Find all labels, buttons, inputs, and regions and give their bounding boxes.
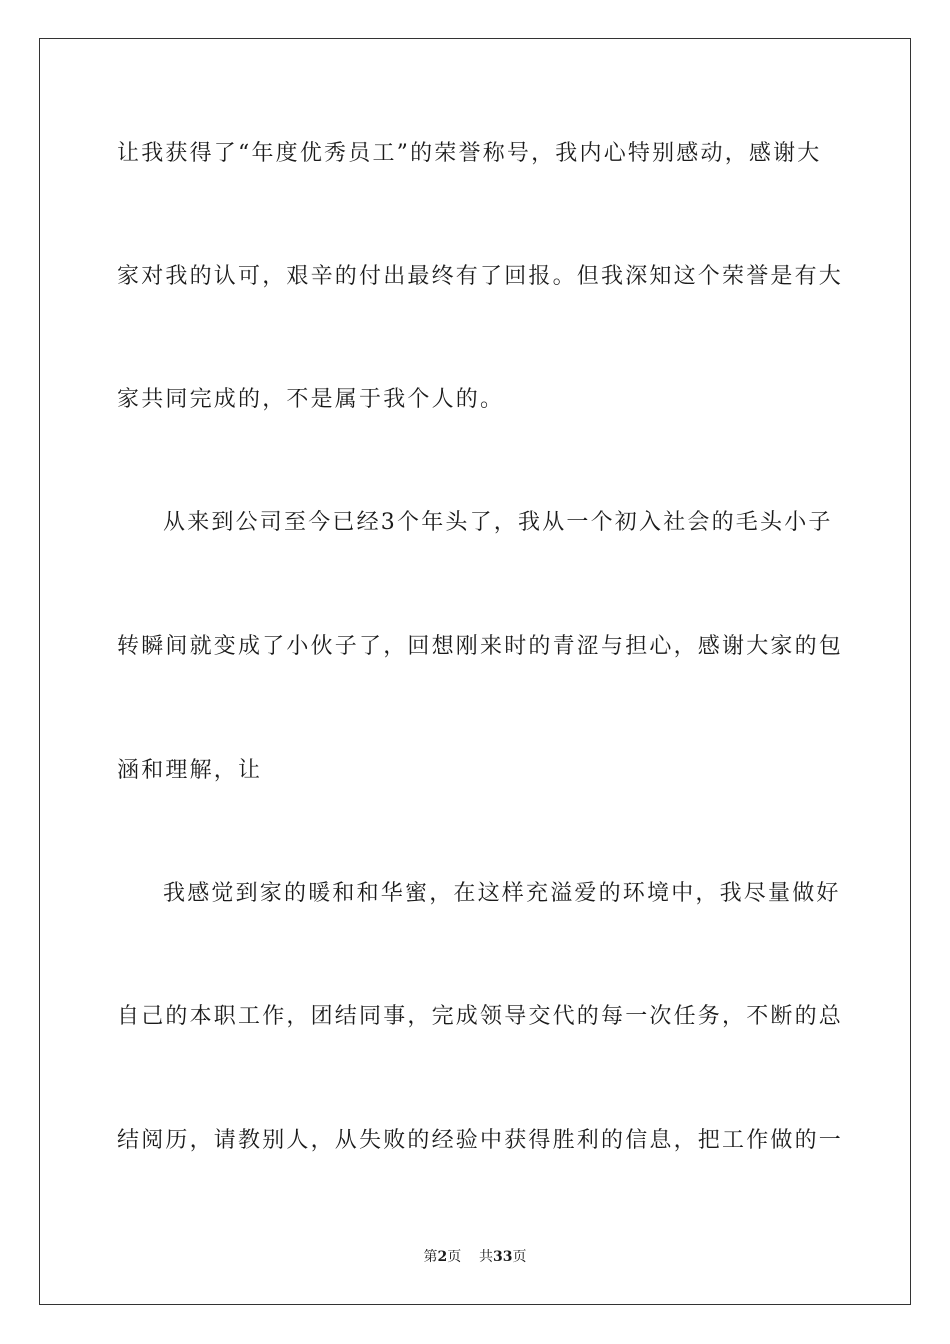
text-line: 从来到公司至今已经3个年头了，我从一个初入社会的毛头小子	[163, 510, 833, 535]
text-line: 转瞬间就变成了小伙子了，回想刚来时的青涩与担心，感谢大家的包	[117, 634, 844, 659]
text-line: 家对我的认可，艰辛的付出最终有了回报。但我深知这个荣誉是有大	[117, 264, 844, 289]
footer-total-suffix: 页	[512, 1249, 527, 1265]
footer-page-suffix: 页	[447, 1249, 462, 1265]
text-line: 家共同完成的，不是属于我个人的。	[117, 387, 505, 412]
text-line: 结阅历，请教别人，从失败的经验中获得胜利的信息，把工作做的一	[117, 1128, 844, 1153]
footer-total-prefix: 共	[479, 1249, 494, 1265]
text-line: 让我获得了“年度优秀员工”的荣誉称号，我内心特别感动，感谢大	[117, 141, 822, 166]
text-line: 自己的本职工作，团结同事，完成领导交代的每一次任务，不断的总	[117, 1004, 844, 1029]
text-line: 我感觉到家的暖和和华蜜，在这样充溢爱的环境中，我尽量做好	[163, 881, 841, 906]
page-number-footer	[0, 1248, 950, 1266]
footer-prefix: 第	[423, 1249, 438, 1265]
current-page-number: 2	[437, 1249, 448, 1265]
page-border	[39, 38, 911, 1305]
text-line: 涵和理解，让	[117, 758, 263, 783]
total-pages-number: 33	[493, 1249, 513, 1265]
